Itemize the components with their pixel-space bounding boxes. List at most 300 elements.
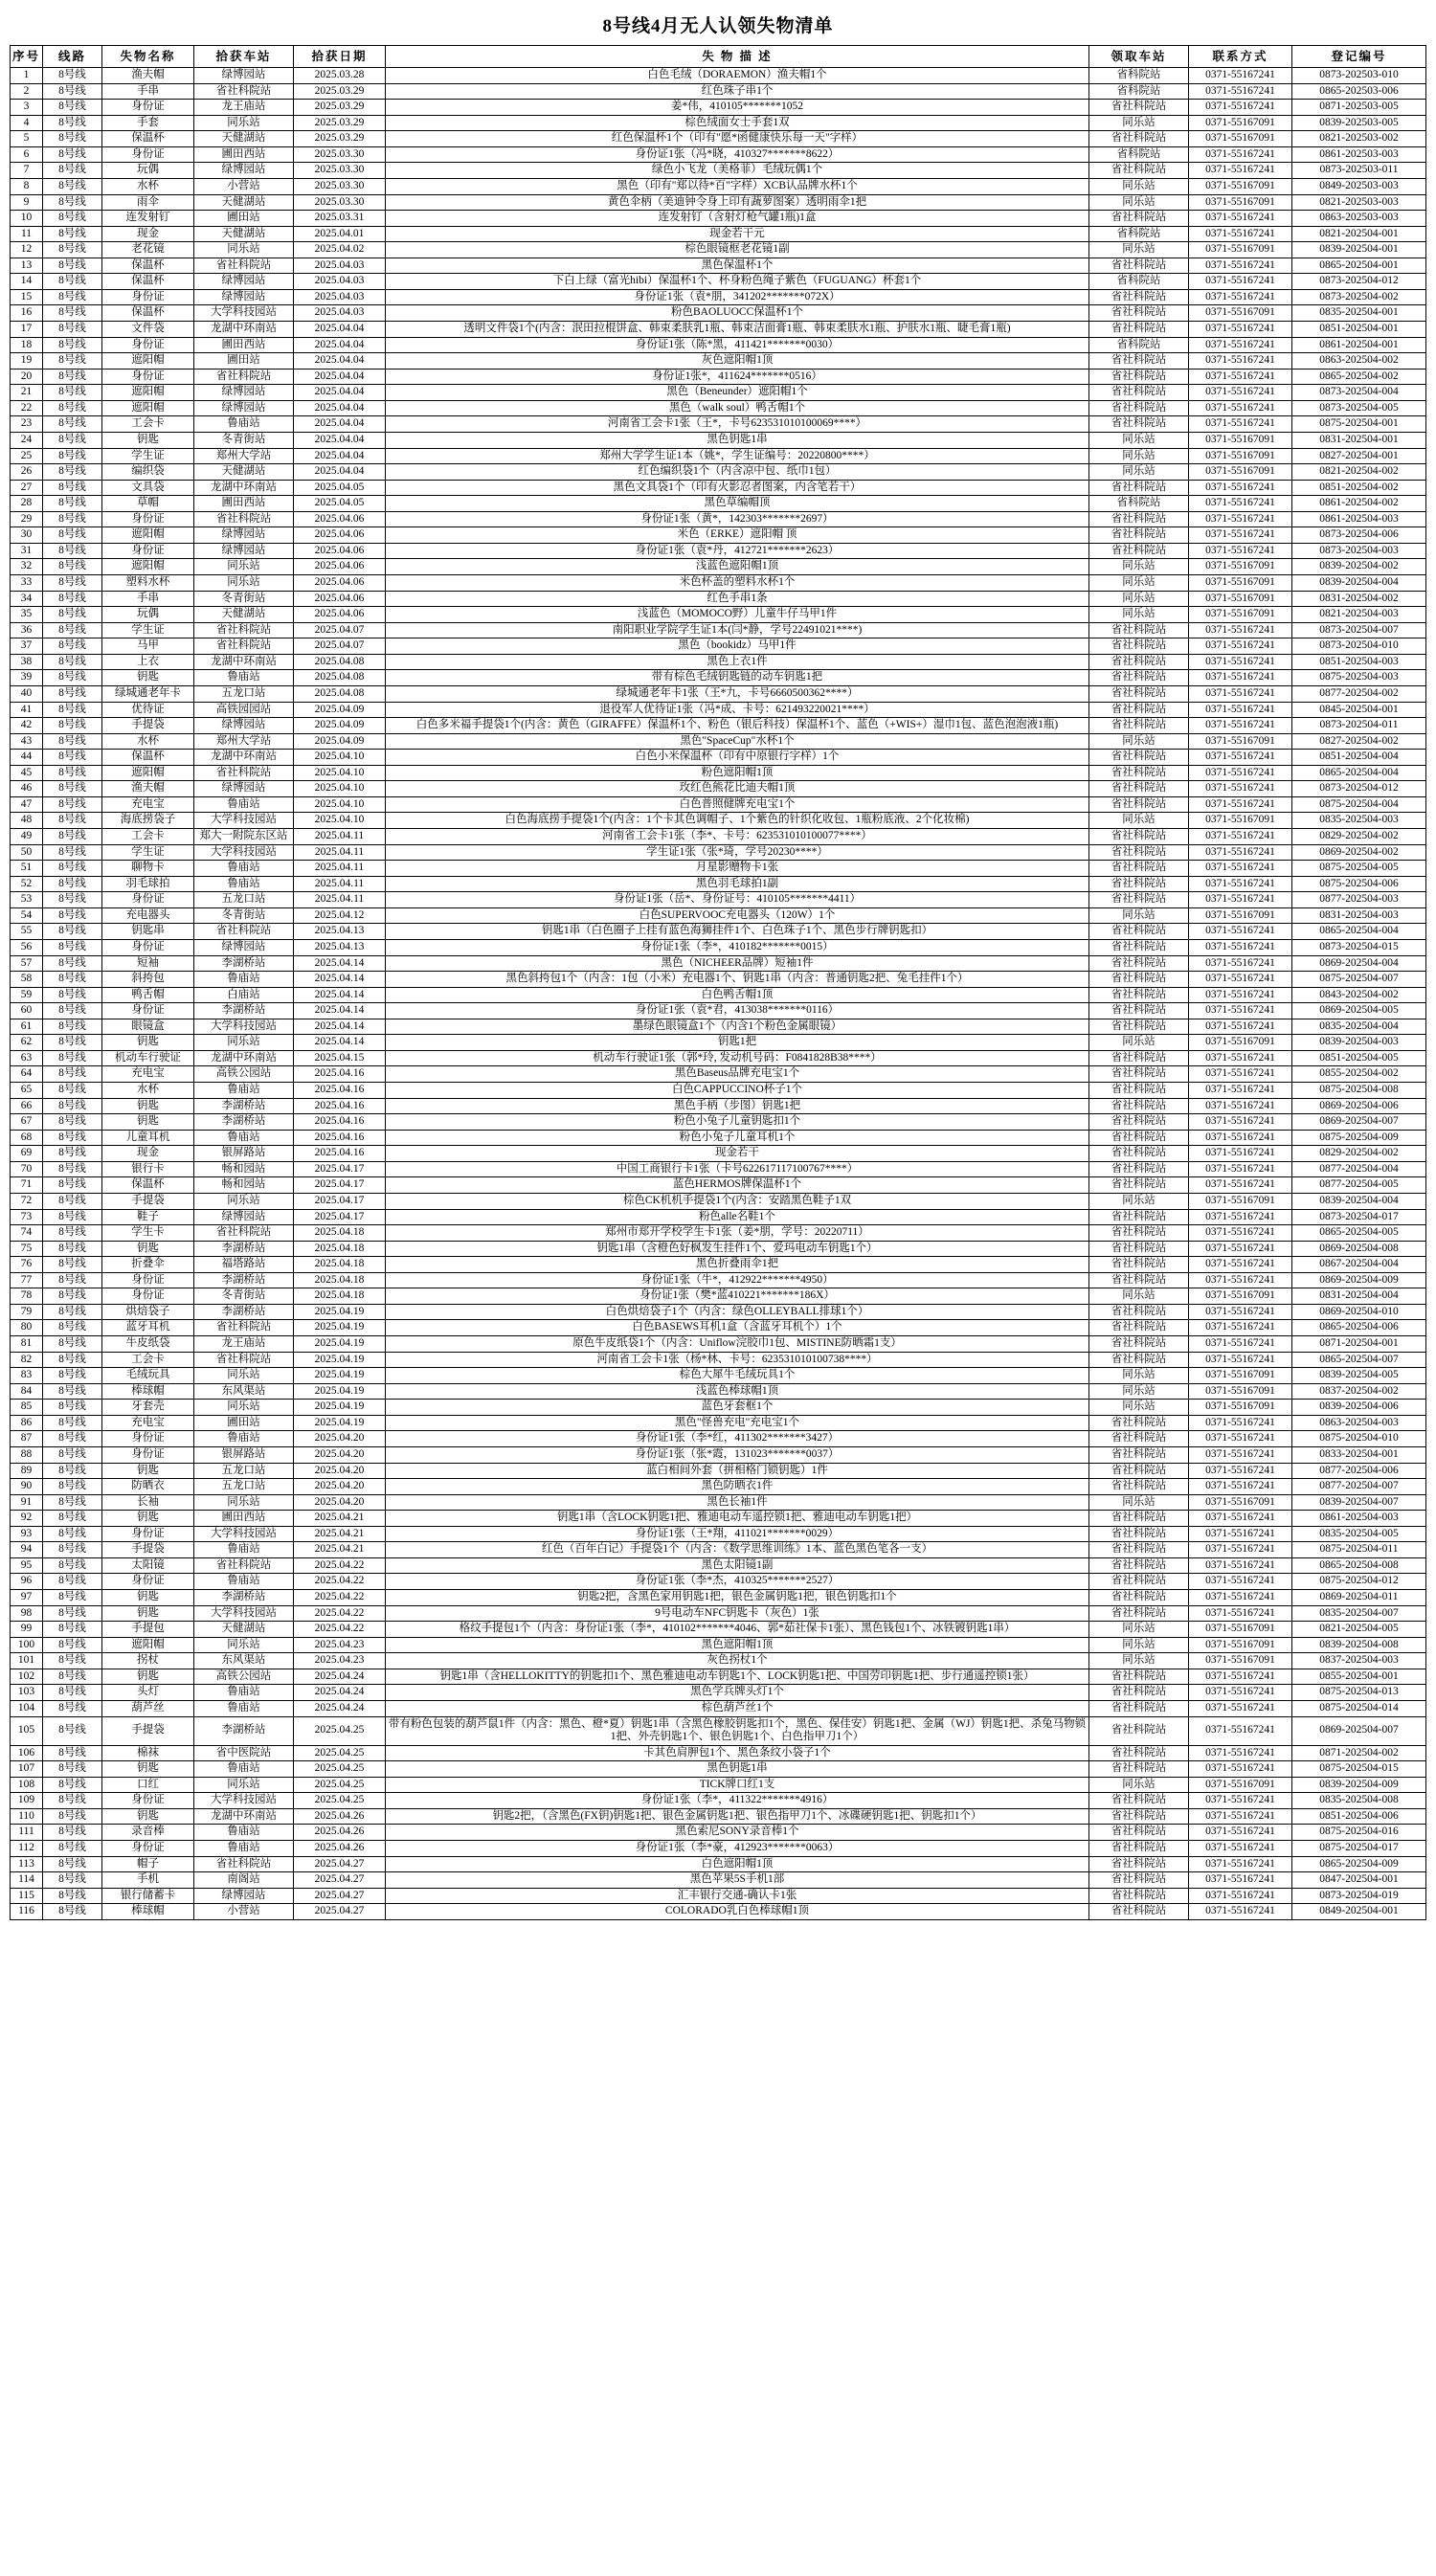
- row-registration-number: 0821-202504-002: [1292, 464, 1426, 481]
- row-found-date: 2025.04.08: [294, 670, 386, 686]
- table-row: [11, 1761, 1426, 1778]
- row-description: 南阳职业学院学生证1本(闫*静，学号22491021****): [386, 622, 1089, 638]
- row-registration-number: 0861-202504-001: [1292, 337, 1426, 353]
- row-description: 身份证1张（岳*、身份证号：410105*******4411）: [386, 892, 1089, 908]
- row-line: 8号线: [43, 591, 102, 607]
- row-description: 红色手串1条: [386, 591, 1089, 607]
- row-index: 114: [11, 1872, 43, 1889]
- row-index: 67: [11, 1114, 43, 1131]
- row-description: 原色牛皮纸袋1个（内含：Uniflow浣胶巾1包、MISTINE防晒霜1支）: [386, 1336, 1089, 1353]
- row-found-date: 2025.04.03: [294, 305, 386, 322]
- row-claim-station: 省科院站: [1089, 337, 1189, 353]
- row-contact: 0371-55167091: [1189, 131, 1292, 147]
- row-contact: 0371-55167241: [1189, 146, 1292, 163]
- row-line: 8号线: [43, 258, 102, 274]
- row-line: 8号线: [43, 543, 102, 559]
- row-line: 8号线: [43, 1146, 102, 1162]
- row-claim-station: 省科院站: [1089, 146, 1189, 163]
- row-found-station: 同乐站: [194, 115, 294, 131]
- row-index: 74: [11, 1225, 43, 1242]
- row-claim-station: 省社科院站: [1089, 163, 1189, 179]
- row-description: 黑色（bookidz）马甲1件: [386, 638, 1089, 655]
- row-found-date: 2025.04.04: [294, 353, 386, 370]
- row-registration-number: 0875-202504-003: [1292, 670, 1426, 686]
- row-description: 浅蓝色（MOMOCO野）儿童牛仔马甲1件: [386, 607, 1089, 623]
- row-claim-station: 省社科院站: [1089, 480, 1189, 496]
- row-line: 8号线: [43, 1130, 102, 1146]
- row-description: 格纹手提包1个（内含：身份证1张（李*，410102*******4046、郭*茹社保卡1张）、黑色钱包1个、冰铁镀钥匙1串）: [386, 1622, 1089, 1638]
- row-item-name: 钥匙: [102, 1605, 194, 1622]
- row-found-date: 2025.04.06: [294, 543, 386, 559]
- row-found-date: 2025.04.03: [294, 289, 386, 305]
- row-item-name: 学生证: [102, 622, 194, 638]
- table-row: [11, 829, 1426, 845]
- row-found-station: 冬青街站: [194, 591, 294, 607]
- row-item-name: 钥匙: [102, 1761, 194, 1778]
- row-found-date: 2025.04.24: [294, 1669, 386, 1685]
- row-found-date: 2025.04.10: [294, 796, 386, 813]
- table-row: [11, 496, 1426, 512]
- row-item-name: 钥匙: [102, 1463, 194, 1479]
- row-line: 8号线: [43, 1590, 102, 1606]
- row-claim-station: 省社科院站: [1089, 258, 1189, 274]
- row-found-station: 李湖桥站: [194, 1304, 294, 1320]
- row-item-name: 保温杯: [102, 258, 194, 274]
- row-registration-number: 0873-202504-003: [1292, 543, 1426, 559]
- row-found-station: 圃田西站: [194, 337, 294, 353]
- row-contact: 0371-55167241: [1189, 685, 1292, 702]
- row-found-date: 2025.04.04: [294, 416, 386, 433]
- row-line: 8号线: [43, 670, 102, 686]
- row-item-name: 鞋子: [102, 1209, 194, 1225]
- row-description: 身份证1张（王*翔，411021*******0029）: [386, 1526, 1089, 1542]
- row-item-name: 身份证: [102, 146, 194, 163]
- row-line: 8号线: [43, 1700, 102, 1716]
- row-claim-station: 省社科院站: [1089, 100, 1189, 116]
- row-claim-station: 省社科院站: [1089, 1605, 1189, 1622]
- row-registration-number: 0869-202504-007: [1292, 1716, 1426, 1745]
- row-line: 8号线: [43, 1368, 102, 1384]
- row-found-station: 龙湖中环南站: [194, 654, 294, 670]
- row-item-name: 手串: [102, 591, 194, 607]
- row-found-date: 2025.03.29: [294, 131, 386, 147]
- row-item-name: 雨伞: [102, 194, 194, 211]
- row-registration-number: 0865-202504-004: [1292, 924, 1426, 940]
- row-found-station: 郑州大学站: [194, 448, 294, 464]
- row-line: 8号线: [43, 1761, 102, 1778]
- row-description: 身份证1张（李*豪，412923*******0063）: [386, 1841, 1089, 1857]
- row-found-station: 高铁公园站: [194, 1066, 294, 1083]
- row-item-name: 文件袋: [102, 322, 194, 338]
- row-registration-number: 0849-202503-003: [1292, 178, 1426, 194]
- row-item-name: 遮阳帽: [102, 1637, 194, 1653]
- row-claim-station: 省社科院站: [1089, 511, 1189, 527]
- row-line: 8号线: [43, 322, 102, 338]
- row-claim-station: 省社科院站: [1089, 1177, 1189, 1194]
- row-line: 8号线: [43, 1557, 102, 1574]
- row-index: 57: [11, 955, 43, 972]
- row-found-date: 2025.04.14: [294, 1019, 386, 1035]
- row-line: 8号线: [43, 511, 102, 527]
- row-contact: 0371-55167241: [1189, 258, 1292, 274]
- row-contact: 0371-55167241: [1189, 765, 1292, 781]
- row-item-name: 玩偶: [102, 607, 194, 623]
- row-registration-number: 0829-202504-002: [1292, 1146, 1426, 1162]
- row-item-name: 优待证: [102, 702, 194, 718]
- row-found-date: 2025.04.19: [294, 1320, 386, 1336]
- row-line: 8号线: [43, 1304, 102, 1320]
- row-line: 8号线: [43, 1225, 102, 1242]
- row-claim-station: 省社科院站: [1089, 1825, 1189, 1841]
- table-row: [11, 654, 1426, 670]
- table-row: [11, 178, 1426, 194]
- row-contact: 0371-55167241: [1189, 1114, 1292, 1131]
- row-registration-number: 0869-202504-007: [1292, 1114, 1426, 1131]
- row-found-date: 2025.04.03: [294, 258, 386, 274]
- row-contact: 0371-55167241: [1189, 1003, 1292, 1019]
- row-registration-number: 0877-202504-006: [1292, 1463, 1426, 1479]
- row-found-date: 2025.04.24: [294, 1700, 386, 1716]
- row-line: 8号线: [43, 813, 102, 829]
- row-contact: 0371-55167241: [1189, 876, 1292, 892]
- row-index: 98: [11, 1605, 43, 1622]
- row-index: 24: [11, 432, 43, 448]
- row-index: 10: [11, 211, 43, 227]
- row-found-station: 同乐站: [194, 1035, 294, 1051]
- row-claim-station: 省社科院站: [1089, 1241, 1189, 1257]
- table-row: [11, 1888, 1426, 1904]
- row-found-station: 鲁庙站: [194, 796, 294, 813]
- row-found-station: 绿博园站: [194, 1888, 294, 1904]
- row-found-station: 李湖桥站: [194, 1114, 294, 1131]
- table-row: [11, 1685, 1426, 1701]
- row-description: 身份证1张（袁*君，413038*******0116）: [386, 1003, 1089, 1019]
- table-row: [11, 1019, 1426, 1035]
- row-line: 8号线: [43, 1083, 102, 1099]
- row-item-name: 拐杖: [102, 1653, 194, 1669]
- row-contact: 0371-55167241: [1189, 1225, 1292, 1242]
- row-index: 73: [11, 1209, 43, 1225]
- row-index: 40: [11, 685, 43, 702]
- row-line: 8号线: [43, 464, 102, 481]
- row-index: 34: [11, 591, 43, 607]
- row-index: 49: [11, 829, 43, 845]
- row-item-name: 手套: [102, 115, 194, 131]
- row-line: 8号线: [43, 972, 102, 988]
- table-row: [11, 1177, 1426, 1194]
- row-item-name: 钥匙: [102, 1241, 194, 1257]
- row-contact: 0371-55167241: [1189, 1542, 1292, 1558]
- row-contact: 0371-55167241: [1189, 400, 1292, 416]
- row-contact: 0371-55167241: [1189, 670, 1292, 686]
- row-registration-number: 0873-202504-012: [1292, 274, 1426, 290]
- table-row: [11, 907, 1426, 924]
- table-row: [11, 1669, 1426, 1685]
- row-found-date: 2025.04.21: [294, 1542, 386, 1558]
- row-claim-station: 省社科院站: [1089, 1479, 1189, 1495]
- row-index: 78: [11, 1288, 43, 1305]
- row-description: 米色（ERKE）遮阳帽 顶: [386, 527, 1089, 544]
- row-contact: 0371-55167091: [1189, 1777, 1292, 1793]
- row-line: 8号线: [43, 1841, 102, 1857]
- row-found-date: 2025.04.27: [294, 1888, 386, 1904]
- row-claim-station: 省社科院站: [1089, 1685, 1189, 1701]
- row-claim-station: 省社科院站: [1089, 987, 1189, 1003]
- row-line: 8号线: [43, 194, 102, 211]
- row-claim-station: 省社科院站: [1089, 876, 1189, 892]
- row-registration-number: 0831-202504-003: [1292, 907, 1426, 924]
- table-row: [11, 1574, 1426, 1590]
- row-index: 5: [11, 131, 43, 147]
- row-found-date: 2025.04.23: [294, 1653, 386, 1669]
- row-description: 白色普照健牌充电宝1个: [386, 796, 1089, 813]
- row-description: 河南省工会卡1张（王*，卡号623531010100069****）: [386, 416, 1089, 433]
- row-contact: 0371-55167241: [1189, 972, 1292, 988]
- row-claim-station: 同乐站: [1089, 733, 1189, 750]
- row-registration-number: 0873-202503-010: [1292, 68, 1426, 84]
- row-claim-station: 省社科院站: [1089, 1209, 1189, 1225]
- row-found-station: 省中医院站: [194, 1745, 294, 1761]
- row-found-station: 鲁庙站: [194, 1574, 294, 1590]
- table-row: [11, 813, 1426, 829]
- row-index: 71: [11, 1177, 43, 1194]
- row-description: 钥匙2把，含黑色家用钥匙1把，银色金属钥匙1把，银色钥匙扣1个: [386, 1590, 1089, 1606]
- table-row: [11, 1622, 1426, 1638]
- table-row: [11, 211, 1426, 227]
- row-line: 8号线: [43, 146, 102, 163]
- row-description: 身份证1张（李*红，411302*******3427）: [386, 1431, 1089, 1447]
- row-description: 棕色绒面女士手套1双: [386, 115, 1089, 131]
- row-item-name: 遮阳帽: [102, 353, 194, 370]
- row-contact: 0371-55167241: [1189, 1209, 1292, 1225]
- row-index: 18: [11, 337, 43, 353]
- row-registration-number: 0877-202504-004: [1292, 1161, 1426, 1177]
- row-found-station: 鲁庙站: [194, 1685, 294, 1701]
- row-description: 黑色（walk soul）鸭舌帽1个: [386, 400, 1089, 416]
- row-claim-station: 省社科院站: [1089, 1793, 1189, 1809]
- row-registration-number: 0873-202504-002: [1292, 289, 1426, 305]
- row-contact: 0371-55167091: [1189, 907, 1292, 924]
- row-index: 13: [11, 258, 43, 274]
- row-description: 黑色上衣1件: [386, 654, 1089, 670]
- row-found-date: 2025.04.16: [294, 1098, 386, 1114]
- row-claim-station: 省社科院站: [1089, 622, 1189, 638]
- row-contact: 0371-55167241: [1189, 1685, 1292, 1701]
- row-found-station: 绿博园站: [194, 385, 294, 401]
- row-line: 8号线: [43, 907, 102, 924]
- row-item-name: 遮阳帽: [102, 385, 194, 401]
- row-index: 32: [11, 559, 43, 575]
- row-line: 8号线: [43, 416, 102, 433]
- row-claim-station: 省社科院站: [1089, 924, 1189, 940]
- row-claim-station: 省社科院站: [1089, 289, 1189, 305]
- row-registration-number: 0839-202504-009: [1292, 1777, 1426, 1793]
- row-contact: 0371-55167241: [1189, 1050, 1292, 1066]
- row-registration-number: 0875-202504-013: [1292, 1685, 1426, 1701]
- table-row: [11, 1193, 1426, 1209]
- row-registration-number: 0831-202504-001: [1292, 432, 1426, 448]
- row-found-date: 2025.04.25: [294, 1716, 386, 1745]
- row-description: 白色CAPPUCCINO杯子1个: [386, 1083, 1089, 1099]
- row-item-name: 毛绒玩具: [102, 1368, 194, 1384]
- row-contact: 0371-55167241: [1189, 1098, 1292, 1114]
- row-claim-station: 省社科院站: [1089, 385, 1189, 401]
- row-item-name: 身份证: [102, 892, 194, 908]
- row-found-station: 天健湖站: [194, 226, 294, 242]
- row-found-date: 2025.04.13: [294, 939, 386, 955]
- row-index: 87: [11, 1431, 43, 1447]
- row-found-station: 同乐站: [194, 1637, 294, 1653]
- table-row: [11, 1605, 1426, 1622]
- row-item-name: 渔夫帽: [102, 781, 194, 797]
- row-index: 31: [11, 543, 43, 559]
- row-contact: 0371-55167241: [1189, 1856, 1292, 1872]
- row-index: 42: [11, 718, 43, 734]
- row-contact: 0371-55167091: [1189, 575, 1292, 592]
- row-item-name: 海底捞袋子: [102, 813, 194, 829]
- row-description: 黑色遮阳帽1顶: [386, 1637, 1089, 1653]
- row-registration-number: 0865-202504-005: [1292, 1225, 1426, 1242]
- row-index: 21: [11, 385, 43, 401]
- row-claim-station: 省社科院站: [1089, 211, 1189, 227]
- row-item-name: 钥匙: [102, 1808, 194, 1825]
- row-contact: 0371-55167241: [1189, 1526, 1292, 1542]
- row-contact: 0371-55167241: [1189, 1066, 1292, 1083]
- row-registration-number: 0839-202504-005: [1292, 1368, 1426, 1384]
- row-index: 80: [11, 1320, 43, 1336]
- row-registration-number: 0839-202503-005: [1292, 115, 1426, 131]
- row-description: 中国工商银行卡1张（卡号622617117100767****）: [386, 1161, 1089, 1177]
- row-item-name: 手串: [102, 83, 194, 100]
- row-description: 墨绿色眼镜盒1个（内含1个粉色金属眼镜）: [386, 1019, 1089, 1035]
- row-description: 卡其色肩胛包1个、黑色条纹小袋子1个: [386, 1745, 1089, 1761]
- row-registration-number: 0861-202503-003: [1292, 146, 1426, 163]
- row-item-name: 手提袋: [102, 1193, 194, 1209]
- row-found-station: 鲁庙站: [194, 1700, 294, 1716]
- row-found-date: 2025.04.19: [294, 1400, 386, 1416]
- row-contact: 0371-55167091: [1189, 178, 1292, 194]
- row-description: 钥匙1串（白色圈子上挂有蓝色海狮挂件1个、白色珠子1个、黑色步行牌钥匙扣）: [386, 924, 1089, 940]
- row-found-station: 省社科院站: [194, 511, 294, 527]
- row-found-date: 2025.04.17: [294, 1209, 386, 1225]
- row-description: 玫红色熊花比迪夫帽1顶: [386, 781, 1089, 797]
- row-registration-number: 0869-202504-008: [1292, 1241, 1426, 1257]
- row-item-name: 钥匙: [102, 1114, 194, 1131]
- row-registration-number: 0835-202504-005: [1292, 1526, 1426, 1542]
- row-found-station: 圃田站: [194, 353, 294, 370]
- row-registration-number: 0851-202504-001: [1292, 322, 1426, 338]
- row-item-name: 蓝牙耳机: [102, 1320, 194, 1336]
- row-description: 黑色折叠雨伞1把: [386, 1257, 1089, 1273]
- row-line: 8号线: [43, 115, 102, 131]
- row-item-name: 现金: [102, 1146, 194, 1162]
- row-description: 身份证1张（黄*，142303*******2697）: [386, 511, 1089, 527]
- row-index: 85: [11, 1400, 43, 1416]
- row-description: 带有粉色包装的葫芦鼠1件（内含：黑色、橙*夏）钥匙1串（含黑色橡胶钥匙扣1个，黑色、保佳安）钥匙1把、金属（WJ）钥匙1把、杀兔马物锁1把、外壳钥匙1个、银色钥匙1个、白色指甲刀1个）: [386, 1716, 1089, 1745]
- row-contact: 0371-55167241: [1189, 1415, 1292, 1431]
- row-found-date: 2025.04.10: [294, 781, 386, 797]
- row-description: 汇丰银行交通-确认卡1张: [386, 1888, 1089, 1904]
- row-claim-station: 同乐站: [1089, 1288, 1189, 1305]
- table-row: [11, 796, 1426, 813]
- table-row: [11, 1225, 1426, 1242]
- row-found-date: 2025.04.16: [294, 1083, 386, 1099]
- row-found-station: 冬青街站: [194, 1288, 294, 1305]
- row-claim-station: 省社科院站: [1089, 1745, 1189, 1761]
- row-description: 黑色Baseus品牌充电宝1个: [386, 1066, 1089, 1083]
- row-found-station: 李湖桥站: [194, 1272, 294, 1288]
- row-index: 116: [11, 1904, 43, 1920]
- row-found-date: 2025.04.22: [294, 1590, 386, 1606]
- table-row: [11, 1320, 1426, 1336]
- row-index: 47: [11, 796, 43, 813]
- row-line: 8号线: [43, 1177, 102, 1194]
- row-claim-station: 省社科院站: [1089, 322, 1189, 338]
- row-found-station: 五龙口站: [194, 1463, 294, 1479]
- row-index: 25: [11, 448, 43, 464]
- row-line: 8号线: [43, 1745, 102, 1761]
- row-description: 连发射钉（含射灯枪气罐1瓶)1盒: [386, 211, 1089, 227]
- row-registration-number: 0873-202504-007: [1292, 622, 1426, 638]
- row-registration-number: 0855-202504-001: [1292, 1669, 1426, 1685]
- row-registration-number: 0869-202504-010: [1292, 1304, 1426, 1320]
- table-row: [11, 1368, 1426, 1384]
- row-found-station: 龙湖中环南站: [194, 480, 294, 496]
- row-found-station: 省社科院站: [194, 622, 294, 638]
- row-line: 8号线: [43, 1605, 102, 1622]
- row-found-date: 2025.04.20: [294, 1431, 386, 1447]
- row-line: 8号线: [43, 1808, 102, 1825]
- row-registration-number: 0869-202504-004: [1292, 955, 1426, 972]
- table-row: [11, 1415, 1426, 1431]
- row-index: 107: [11, 1761, 43, 1778]
- table-row: [11, 1241, 1426, 1257]
- table-row: [11, 1257, 1426, 1273]
- row-contact: 0371-55167241: [1189, 480, 1292, 496]
- row-found-station: 天健湖站: [194, 607, 294, 623]
- row-contact: 0371-55167241: [1189, 1336, 1292, 1353]
- row-contact: 0371-55167091: [1189, 432, 1292, 448]
- row-index: 12: [11, 242, 43, 258]
- table-row: [11, 1146, 1426, 1162]
- row-contact: 0371-55167241: [1189, 1463, 1292, 1479]
- row-found-station: 天健湖站: [194, 131, 294, 147]
- table-row: [11, 591, 1426, 607]
- row-line: 8号线: [43, 575, 102, 592]
- row-contact: 0371-55167241: [1189, 1745, 1292, 1761]
- table-row: [11, 987, 1426, 1003]
- row-line: 8号线: [43, 1777, 102, 1793]
- row-contact: 0371-55167091: [1189, 1400, 1292, 1416]
- row-index: 51: [11, 861, 43, 877]
- row-item-name: 太阳镜: [102, 1557, 194, 1574]
- row-index: 81: [11, 1336, 43, 1353]
- row-registration-number: 0835-202504-004: [1292, 1019, 1426, 1035]
- table-row: [11, 337, 1426, 353]
- row-description: 白色遮阳帽1顶: [386, 1856, 1089, 1872]
- row-found-station: 同乐站: [194, 1368, 294, 1384]
- row-contact: 0371-55167241: [1189, 1716, 1292, 1745]
- row-claim-station: 省社科院站: [1089, 1700, 1189, 1716]
- row-found-date: 2025.04.05: [294, 480, 386, 496]
- row-found-date: 2025.04.18: [294, 1272, 386, 1288]
- row-line: 8号线: [43, 432, 102, 448]
- row-line: 8号线: [43, 1856, 102, 1872]
- row-contact: 0371-55167241: [1189, 987, 1292, 1003]
- row-line: 8号线: [43, 1272, 102, 1288]
- row-line: 8号线: [43, 1400, 102, 1416]
- row-found-station: 冬青街站: [194, 907, 294, 924]
